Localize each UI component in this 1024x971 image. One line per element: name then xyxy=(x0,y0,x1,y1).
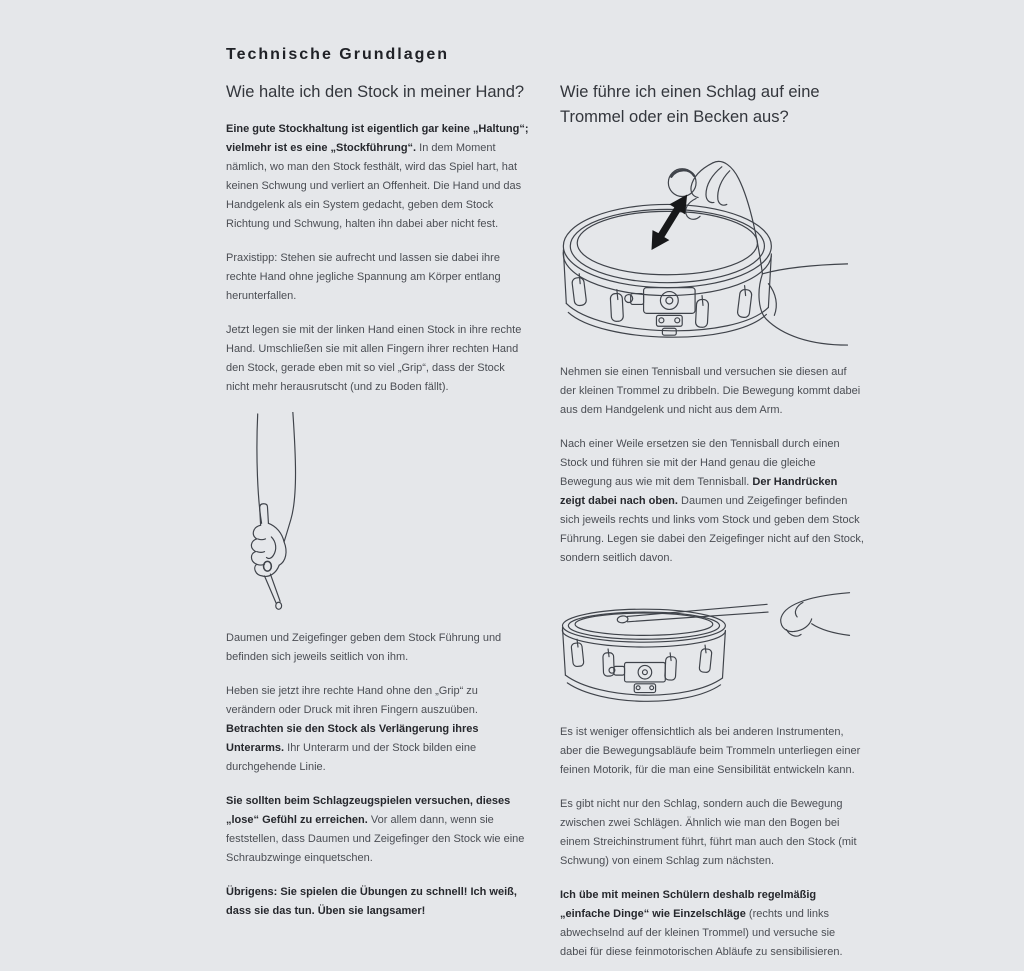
text-segment: Daumen und Zeigefinger befinden sich jeweils rechts und links vom Stock und geben dem Stock Führung. Legen sie dabei den Zeigefinger nicht auf den Stock, sondern seitlich davon. xyxy=(560,495,864,564)
bold-text-segment: Betrachten sie den Stock als Verlängerung ihres Unterarms. xyxy=(226,723,479,754)
left-paragraphs-bottom xyxy=(226,629,530,921)
text-segment: Daumen und Zeigefinger geben dem Stock Führung und befinden sich jeweils seitlich von ihm. xyxy=(226,632,502,663)
text-segment: Jetzt legen sie mit der linken Hand einen Stock in ihre rechte Hand. Umschließen sie mit allen Fingern ihrer rechten Hand den Stock, gerade eben mit so viel „Grip“, dass der Stock nicht mehr herausrutscht (und zu Boden fällt). xyxy=(226,324,522,393)
hand-holding-drumstick-illustration xyxy=(226,412,530,617)
page-title: Technische Grundlagen xyxy=(226,46,450,63)
snare-drum-dribble-illustration xyxy=(560,145,864,353)
text-segment: Heben sie jetzt ihre rechte Hand ohne den „Grip“ zu verändern oder Druck mit ihren Fingern auszuüben. xyxy=(226,685,478,716)
left-section-heading: Wie halte ich den Stock in meiner Hand? xyxy=(226,83,525,101)
left-column xyxy=(226,80,530,936)
paragraph xyxy=(560,795,864,871)
text-segment: Es gibt nicht nur den Schlag, sondern auch die Bewegung zwischen zwei Schlägen. Ähnlich wie man den Bogen bei einem Streichinstrument führt, führt man auch den Stock (mit Schwung) von einem Schlag zum nächsten. xyxy=(560,798,857,867)
bold-text-segment: Übrigens: Sie spielen die Übungen zu schnell! Ich weiß, dass sie das tun. Üben sie langsamer! xyxy=(226,886,517,917)
text-segment: Praxistipp: Stehen sie aufrecht und lassen sie dabei ihre rechte Hand ohne jegliche Spannung am Körper entlang herunterfallen. xyxy=(226,252,501,302)
paragraph xyxy=(226,682,530,777)
bold-text-segment: Der Handrücken zeigt dabei nach oben. xyxy=(560,476,838,507)
text-segment: Nach einer Weile ersetzen sie den Tennisball durch einen Stock und führen sie mit der Hand genau die gleiche Bewegung aus wie mit dem Tennisball. xyxy=(560,438,840,488)
right-section-heading: Wie führe ich einen Schlag auf eine Trommel oder ein Becken aus? xyxy=(560,83,820,126)
paragraph xyxy=(560,363,864,420)
right-paragraphs-top xyxy=(560,363,864,568)
right-column xyxy=(560,80,864,971)
text-segment: Es ist weniger offensichtlich als bei anderen Instrumenten, aber die Bewegungsabläufe beim Trommeln unterliegen einer feinen Motorik, für die man eine Sensibilität entwickeln kann. xyxy=(560,726,861,776)
paragraph xyxy=(560,886,864,962)
right-paragraphs-bottom xyxy=(560,723,864,962)
snare-drum-stick-illustration xyxy=(560,583,864,711)
bold-text-segment: Eine gute Stockhaltung ist eigentlich gar keine „Haltung“; vielmehr ist es eine „Stockführung“. xyxy=(226,123,529,154)
snare-drum-dribbling-ball-line-drawing xyxy=(560,145,848,353)
paragraph xyxy=(226,249,530,306)
text-segment: In dem Moment nämlich, wo man den Stock festhält, wird das Spiel hart, hat keinen Schwung und verliert an Offenheit. Die Hand und das Handgelenk als ein System gedacht, geben dem Stock Richtung und Schwung, halten ihn dabei aber nicht fest. xyxy=(226,142,522,230)
paragraph xyxy=(226,883,530,921)
paragraph xyxy=(226,120,530,234)
hand-holding-drumstick-line-drawing xyxy=(226,412,346,617)
text-segment: (rechts und links abwechselnd auf der kleinen Trommel) und versuche sie dabei für diese feinmotorischen Abläufe zu sensibilisieren. xyxy=(560,908,843,958)
paragraph xyxy=(560,435,864,568)
snare-drum-stick-strike-line-drawing xyxy=(560,583,852,711)
text-segment: Vor allem dann, wenn sie feststellen, dass Daumen und Zeigefinger den Stock wie eine Schraubzwinge einquetschen. xyxy=(226,814,525,864)
paragraph xyxy=(560,723,864,780)
bold-text-segment: Ich übe mit meinen Schülern deshalb regelmäßig „einfache Dinge“ wie Einzelschläge xyxy=(560,889,817,920)
left-paragraphs-top xyxy=(226,120,530,397)
bold-text-segment: Sie sollten beim Schlagzeugspielen versuchen, dieses „lose“ Gefühl zu erreichen. xyxy=(226,795,511,826)
text-segment: Ihr Unterarm und der Stock bilden eine durchgehende Linie. xyxy=(226,742,477,773)
paragraph xyxy=(226,792,530,868)
paragraph xyxy=(226,629,530,667)
text-segment: Nehmen sie einen Tennisball und versuchen sie diesen auf der kleinen Trommel zu dribbeln. Die Bewegung kommt dabei aus dem Handgelenk und nicht aus dem Arm. xyxy=(560,366,861,416)
paragraph xyxy=(226,321,530,397)
